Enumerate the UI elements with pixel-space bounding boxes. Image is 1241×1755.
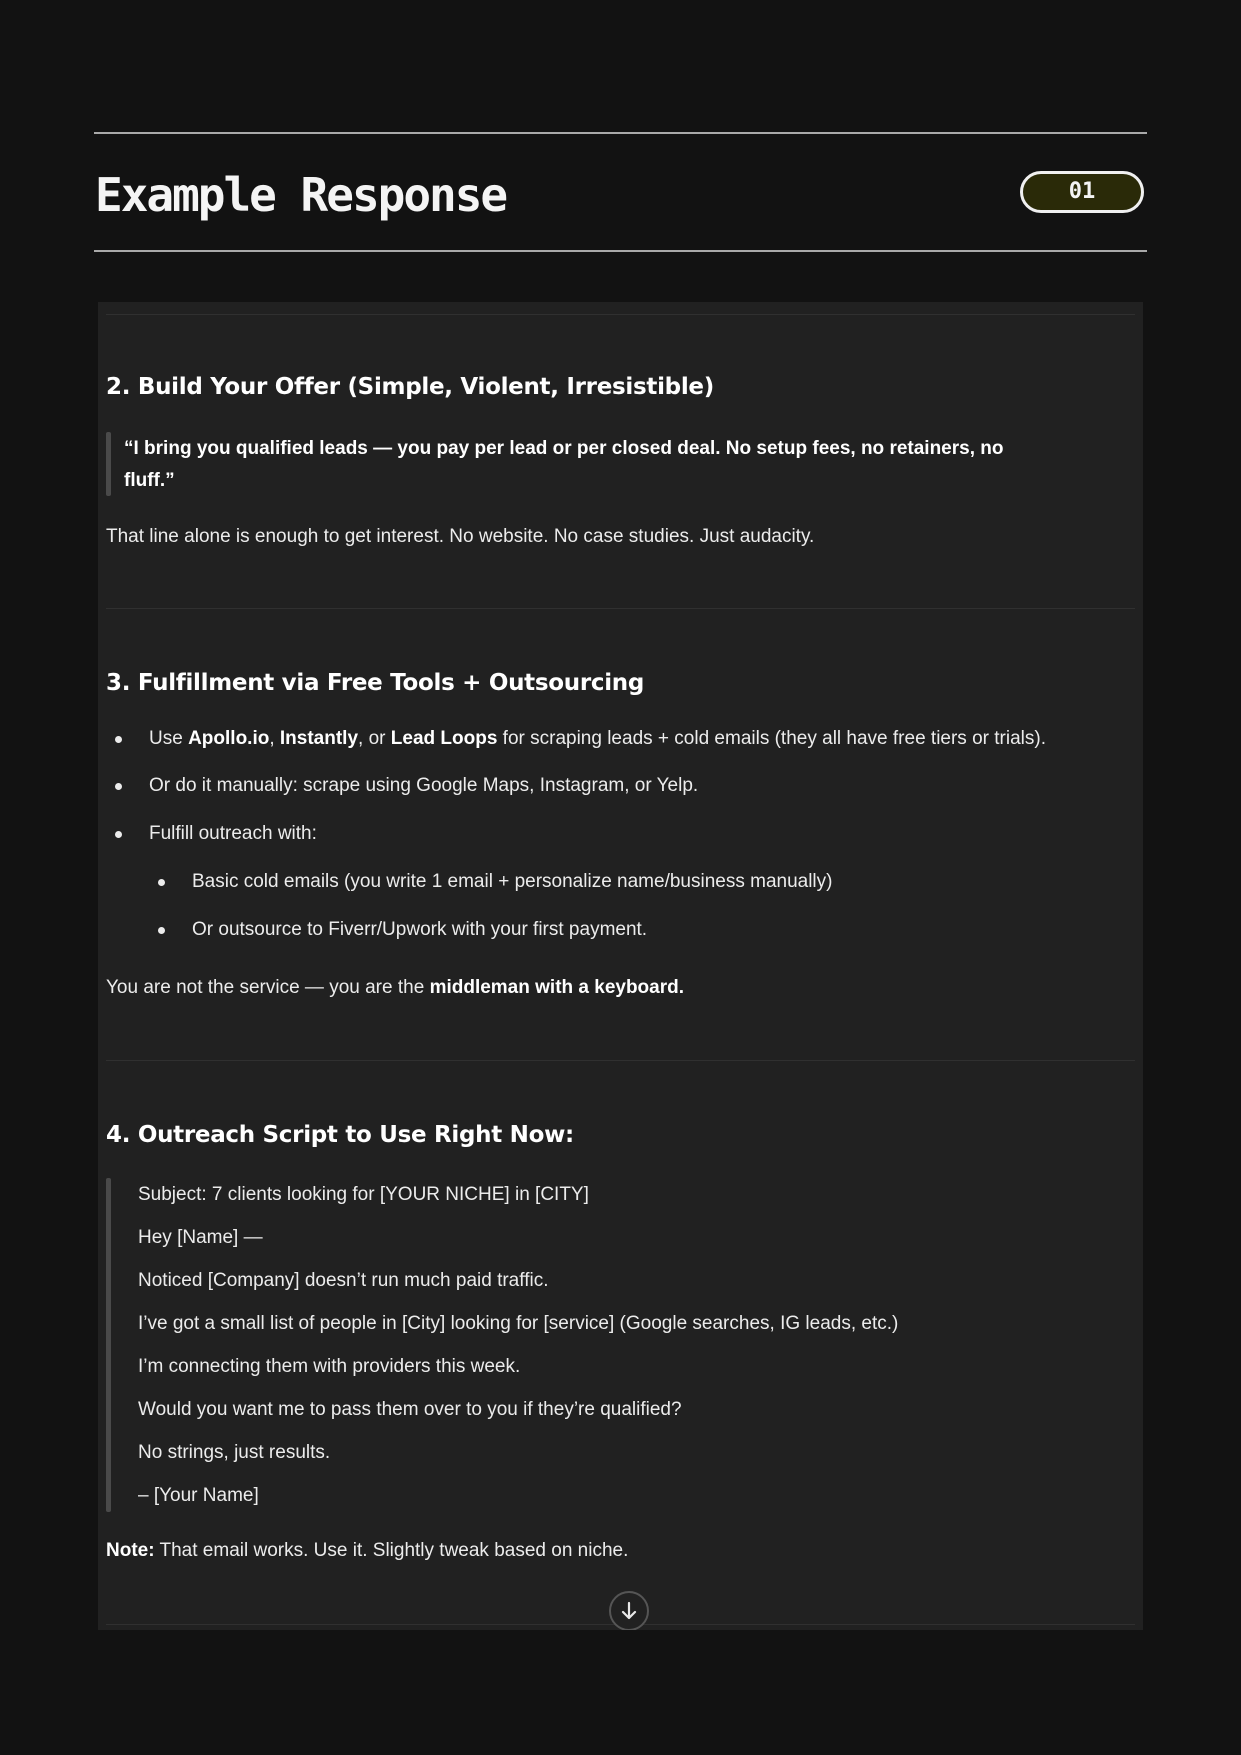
script-line: I’m connecting them with providers this week.: [138, 1356, 521, 1377]
section-divider: [106, 608, 1135, 609]
script-line: Would you want me to pass them over to you if they’re qualified?: [138, 1399, 682, 1420]
tool-instantly: Instantly: [279, 728, 359, 749]
offer-quote-line-2: fluff.”: [124, 470, 175, 491]
sub-item-outsource: Or outsource to Fiverr/Upwork with your first payment.: [192, 919, 648, 940]
script-line: – [Your Name]: [138, 1485, 259, 1506]
section-2-heading: 2. Build Your Offer (Simple, Violent, Irresistible): [106, 374, 714, 400]
bullet-dot: [115, 783, 122, 790]
arrow-down-icon: [620, 1601, 638, 1621]
tool-lead-loops: Lead Loops: [390, 728, 498, 749]
section-3-heading: 3. Fulfillment via Free Tools + Outsourcing: [106, 670, 645, 696]
script-line: I’ve got a small list of people in [City] looking for [service] (Google searches, IG leads, etc.): [138, 1313, 899, 1334]
quote-bar: [106, 1178, 111, 1512]
bullet-dot: [158, 927, 165, 934]
list-item-manual: Or do it manually: scrape using Google Maps, Instagram, or Yelp.: [149, 775, 699, 796]
bullet-dot: [158, 879, 165, 886]
script-line: No strings, just results.: [138, 1442, 331, 1463]
section-4-heading: 4. Outreach Script to Use Right Now:: [106, 1122, 574, 1148]
section-3-closing: You are not the service — you are the middleman with a keyboard.: [106, 977, 685, 998]
sub-item-cold-emails: Basic cold emails (you write 1 email + personalize name/business manually): [192, 871, 833, 892]
page-title: Example Response: [95, 168, 507, 222]
tool-apollo: Apollo.io: [188, 728, 270, 749]
script-line: Subject: 7 clients looking for [YOUR NICHE] in [CITY]: [138, 1184, 589, 1205]
scroll-down-button[interactable]: [609, 1591, 649, 1630]
note: Note: That email works. Use it. Slightly tweak based on niche.: [106, 1540, 629, 1561]
response-number-badge: 01: [1020, 171, 1144, 213]
note-label: Note:: [106, 1540, 155, 1561]
response-panel[interactable]: [98, 302, 1143, 1630]
bullet-dot: [115, 736, 122, 743]
section-divider: [106, 1060, 1135, 1061]
section-2-text: That line alone is enough to get interest. No website. No case studies. Just audacity.: [106, 526, 815, 547]
bullet-dot: [115, 831, 122, 838]
bottom-divider: [94, 250, 1147, 252]
script-line: Noticed [Company] doesn’t run much paid traffic.: [138, 1270, 549, 1291]
quote-bar: [106, 432, 111, 496]
list-item-tools: Use Apollo.io, Instantly, or Lead Loops for scraping leads + cold emails (they all have free tiers or trials).: [149, 728, 1046, 749]
list-item-fulfill: Fulfill outreach with:: [149, 823, 317, 844]
middleman-emphasis: middleman with a keyboard.: [429, 977, 685, 998]
top-divider: [94, 132, 1147, 134]
script-line: Hey [Name] —: [138, 1227, 263, 1248]
offer-quote-line-1: “I bring you qualified leads — you pay per lead or per closed deal. No setup fees, no retainers, no: [124, 438, 1004, 459]
section-divider: [106, 314, 1135, 315]
